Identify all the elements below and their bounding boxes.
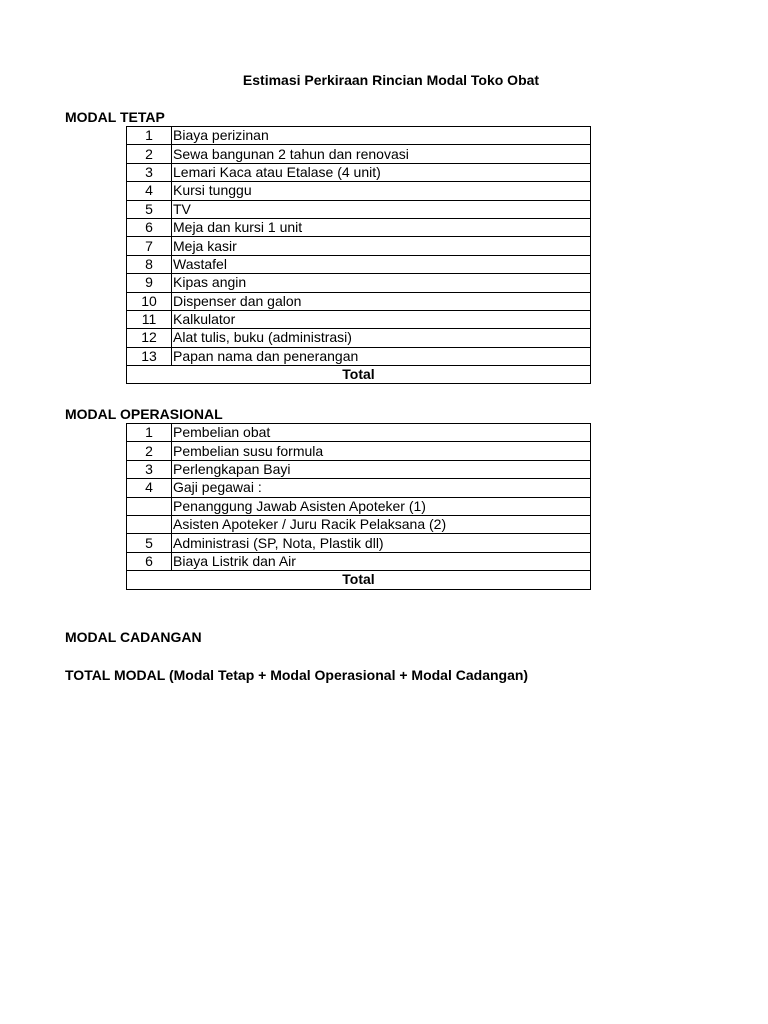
table-row [127, 552, 591, 570]
row-item: Alat tulis, buku (administrasi) [172, 329, 591, 347]
table-row [127, 182, 591, 200]
row-item: Gaji pegawai : [172, 479, 591, 497]
row-item: Meja kasir [172, 237, 591, 255]
total-cell [127, 571, 591, 589]
row-item: Kursi tunggu [172, 182, 591, 200]
table-row [127, 292, 591, 310]
row-number: 4 [127, 479, 172, 497]
row-item: Dispenser dan galon [172, 292, 591, 310]
row-number: 10 [127, 292, 172, 310]
row-item: Lemari Kaca atau Etalase (4 unit) [172, 163, 591, 181]
row-item: Pembelian obat [172, 424, 591, 442]
row-item: TV [172, 200, 591, 218]
table-row [127, 200, 591, 218]
table-row [127, 497, 591, 515]
table-row [127, 274, 591, 292]
row-item: Perlengkapan Bayi [172, 460, 591, 478]
row-item: Asisten Apoteker / Juru Racik Pelaksana (2) [172, 515, 591, 533]
table-row [127, 310, 591, 328]
table-row [127, 515, 591, 533]
table-row [127, 479, 591, 497]
total-cell [127, 366, 591, 384]
row-item: Biaya perizinan [172, 127, 591, 145]
row-item: Papan nama dan penerangan [172, 347, 591, 365]
row-number: 2 [127, 145, 172, 163]
row-number: 7 [127, 237, 172, 255]
row-number: 4 [127, 182, 172, 200]
modal-operasional-table [126, 423, 591, 590]
row-number: 1 [127, 424, 172, 442]
total-row [127, 366, 591, 384]
row-number: 3 [127, 460, 172, 478]
modal-cadangan-heading: MODAL CADANGAN [65, 629, 202, 645]
table-row [127, 255, 591, 273]
table-row [127, 424, 591, 442]
row-item: Sewa bangunan 2 tahun dan renovasi [172, 145, 591, 163]
row-item: Kalkulator [172, 310, 591, 328]
row-item: Kipas angin [172, 274, 591, 292]
row-item: Pembelian susu formula [172, 442, 591, 460]
row-number: 11 [127, 310, 172, 328]
row-number: 12 [127, 329, 172, 347]
modal-operasional-heading: MODAL OPERASIONAL [65, 406, 223, 422]
row-number: 8 [127, 255, 172, 273]
table-row [127, 145, 591, 163]
row-item: Meja dan kursi 1 unit [172, 218, 591, 236]
row-number: 13 [127, 347, 172, 365]
row-number [127, 497, 172, 515]
row-number: 3 [127, 163, 172, 181]
table-row [127, 329, 591, 347]
table-row [127, 163, 591, 181]
table-row [127, 442, 591, 460]
table-row [127, 347, 591, 365]
row-item: Wastafel [172, 255, 591, 273]
row-number: 6 [127, 218, 172, 236]
row-number: 6 [127, 552, 172, 570]
table-row [127, 218, 591, 236]
row-item: Penanggung Jawab Asisten Apoteker (1) [172, 497, 591, 515]
table-row [127, 127, 591, 145]
table-row [127, 237, 591, 255]
document-title: Estimasi Perkiraan Rincian Modal Toko Obat [242, 72, 540, 88]
row-number [127, 515, 172, 533]
row-number: 9 [127, 274, 172, 292]
table-row [127, 534, 591, 552]
total-label: Total [342, 366, 375, 383]
row-number: 5 [127, 534, 172, 552]
total-label: Total [342, 571, 375, 588]
modal-tetap-heading: MODAL TETAP [65, 109, 165, 125]
row-number: 1 [127, 127, 172, 145]
row-number: 5 [127, 200, 172, 218]
total-modal-heading: TOTAL MODAL (Modal Tetap + Modal Operasional + Modal Cadangan) [65, 667, 529, 683]
row-item: Administrasi (SP, Nota, Plastik dll) [172, 534, 591, 552]
table-row [127, 460, 591, 478]
row-item: Biaya Listrik dan Air [172, 552, 591, 570]
row-number: 2 [127, 442, 172, 460]
total-row [127, 571, 591, 589]
modal-tetap-table [126, 126, 591, 384]
